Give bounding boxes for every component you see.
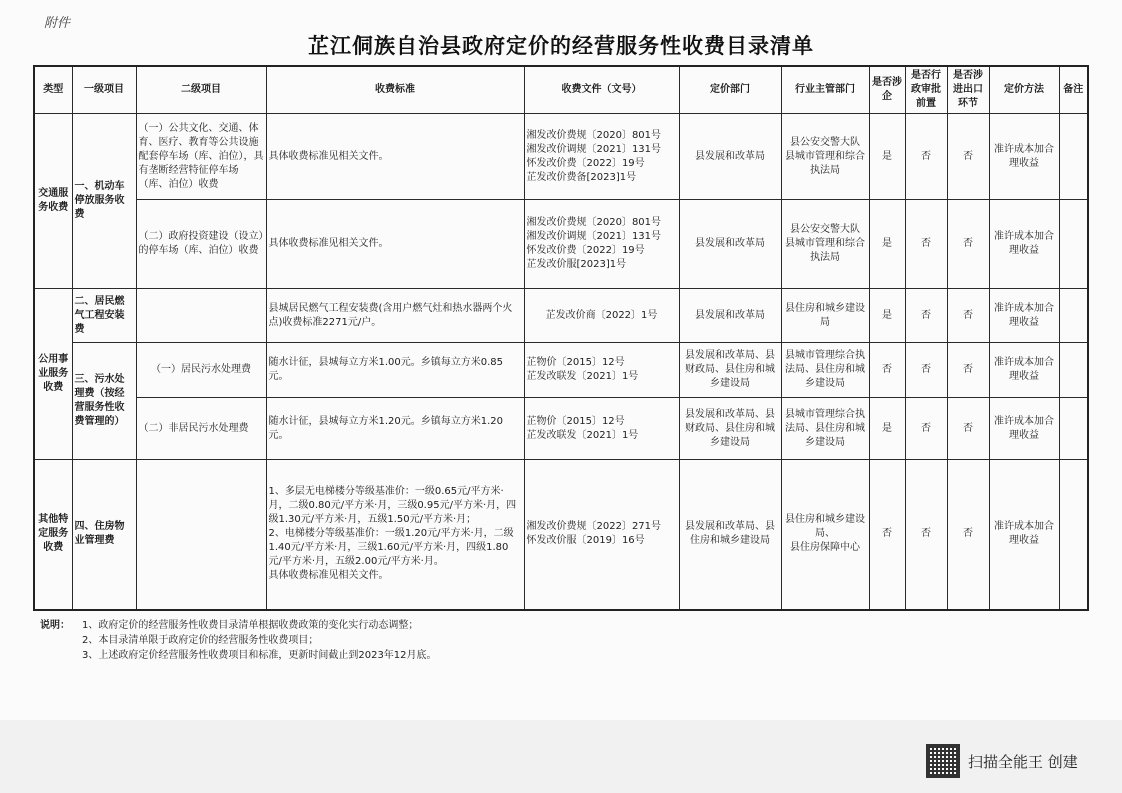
standard-cell: 1、多层无电梯楼分等级基准价：一级0.65元/平方米·月，二级0.80元/平方米·月，三级0.95元/平方米·月，四级1.30元/平方米·月，五级1.50元/平方米·月； 2、电梯楼分等级基准价：一级1.20元/平方米·月，二级1.40元/平方米·月，三级1.60元/平方米·月，四级1.80元/平方米·月，五级2.00元/平方米·月。 具体收费标准见相关文件。 xyxy=(266,460,524,610)
level2-cell: （一）居民污水处理费 xyxy=(136,343,266,398)
pricing-dept-cell: 县发展和改革局 xyxy=(679,114,781,200)
col-header: 一级项目 xyxy=(72,66,136,114)
standard-cell: 随水计征，县城每立方米1.00元。乡镇每立方米0.85元。 xyxy=(266,343,524,398)
col-header: 是否涉进出口环节 xyxy=(947,66,989,114)
enterprise-cell: 是 xyxy=(869,398,905,460)
table-row xyxy=(34,289,1088,343)
approval-cell: 否 xyxy=(905,398,947,460)
documents-cell: 芷物价〔2015〕12号 芷发改联发〔2021〕1号 xyxy=(524,343,679,398)
type-cell: 交通服务收费 xyxy=(34,114,72,289)
standard-cell: 具体收费标准见相关文件。 xyxy=(266,114,524,200)
remark-cell xyxy=(1059,200,1088,289)
approval-cell: 否 xyxy=(905,343,947,398)
enterprise-cell: 否 xyxy=(869,460,905,610)
pricing-dept-cell: 县发展和改革局、县财政局、县住房和城乡建设局 xyxy=(679,398,781,460)
level1-cell: 一、机动车停放服务收费 xyxy=(72,114,136,289)
col-header: 收费标准 xyxy=(266,66,524,114)
remark-cell xyxy=(1059,460,1088,610)
col-header: 备注 xyxy=(1059,66,1088,114)
documents-cell: 湘发改价费规〔2020〕801号 湘发改价调规〔2021〕131号 怀发改价费〔2022〕19号 芷发改价服[2023]1号 xyxy=(524,200,679,289)
authority-cell: 县公安交警大队 县城市管理和综合执法局 xyxy=(781,200,869,289)
method-cell: 准许成本加合理收益 xyxy=(989,289,1059,343)
approval-cell: 否 xyxy=(905,114,947,200)
import-export-cell: 否 xyxy=(947,460,989,610)
remark-cell xyxy=(1059,398,1088,460)
import-export-cell: 否 xyxy=(947,289,989,343)
col-header: 二级项目 xyxy=(136,66,266,114)
approval-cell: 否 xyxy=(905,200,947,289)
note-line: 1、政府定价的经营服务性收费目录清单根据收费政策的变化实行动态调整； xyxy=(82,620,419,631)
method-cell: 准许成本加合理收益 xyxy=(989,343,1059,398)
col-header: 类型 xyxy=(34,66,72,114)
notes-section xyxy=(40,618,437,663)
watermark-text: 扫描全能王 创建 xyxy=(968,752,1078,771)
table-row xyxy=(34,460,1088,610)
qr-code-icon xyxy=(926,744,960,778)
col-header: 收费文件（文号） xyxy=(524,66,679,114)
level1-cell: 四、住房物业管理费 xyxy=(72,460,136,610)
col-header: 行业主管部门 xyxy=(781,66,869,114)
table-row xyxy=(34,398,1088,460)
authority-cell: 县公安交警大队 县城市管理和综合执法局 xyxy=(781,114,869,200)
table-row xyxy=(34,200,1088,289)
remark-cell xyxy=(1059,343,1088,398)
import-export-cell: 否 xyxy=(947,343,989,398)
approval-cell: 否 xyxy=(905,460,947,610)
type-cell: 公用事业服务收费 xyxy=(34,289,72,460)
authority-cell: 县住房和城乡建设局 xyxy=(781,289,869,343)
remark-cell xyxy=(1059,289,1088,343)
table-row xyxy=(34,343,1088,398)
level1-cell: 二、居民燃气工程安装费 xyxy=(72,289,136,343)
level1-cell: 三、污水处理费（按经营服务性收费管理的） xyxy=(72,343,136,460)
pricing-dept-cell: 县发展和改革局、县住房和城乡建设局 xyxy=(679,460,781,610)
note-line: 2、本目录清单限于政府定价的经营服务性收费项目； xyxy=(82,635,319,646)
documents-cell: 芷发改价商〔2022〕1号 xyxy=(524,289,679,343)
enterprise-cell: 是 xyxy=(869,114,905,200)
standard-cell: 县城居民燃气工程安装费(含用户燃气灶和热水器两个火点)收费标准2271元/户。 xyxy=(266,289,524,343)
attachment-tag: 附件 xyxy=(44,16,71,31)
import-export-cell: 否 xyxy=(947,114,989,200)
enterprise-cell: 否 xyxy=(869,343,905,398)
col-header: 定价部门 xyxy=(679,66,781,114)
documents-cell: 湘发改价费规〔2022〕271号 怀发改价服〔2019〕16号 xyxy=(524,460,679,610)
authority-cell: 县住房和城乡建设局、 县住房保障中心 xyxy=(781,460,869,610)
document-title: 芷江侗族自治县政府定价的经营服务性收费目录清单 xyxy=(308,33,814,58)
import-export-cell: 否 xyxy=(947,200,989,289)
level2-cell xyxy=(136,460,266,610)
level2-cell: （二）非居民污水处理费 xyxy=(136,398,266,460)
level2-cell: （一）公共文化、交通、体育、医疗、教育等公共设施配套停车场（库、泊位），具有垄断经营特征停车场（库、泊位）收费 xyxy=(136,114,266,200)
col-header: 是否行政审批前置 xyxy=(905,66,947,114)
fee-catalog-table xyxy=(33,65,1089,611)
method-cell: 准许成本加合理收益 xyxy=(989,114,1059,200)
authority-cell: 县城市管理综合执法局、县住房和城乡建设局 xyxy=(781,343,869,398)
method-cell: 准许成本加合理收益 xyxy=(989,398,1059,460)
notes-label: 说明： xyxy=(40,620,70,631)
approval-cell: 否 xyxy=(905,289,947,343)
documents-cell: 芷物价〔2015〕12号 芷发改联发〔2021〕1号 xyxy=(524,398,679,460)
enterprise-cell: 是 xyxy=(869,289,905,343)
col-header: 定价方法 xyxy=(989,66,1059,114)
authority-cell: 县城市管理综合执法局、县住房和城乡建设局 xyxy=(781,398,869,460)
level2-cell: （二）政府投资建设（设立）的停车场（库、泊位）收费 xyxy=(136,200,266,289)
standard-cell: 具体收费标准见相关文件。 xyxy=(266,200,524,289)
import-export-cell: 否 xyxy=(947,398,989,460)
note-line: 3、上述政府定价经营服务性收费项目和标准，更新时间截止到2023年12月底。 xyxy=(82,650,437,661)
scanner-watermark xyxy=(926,744,1078,778)
pricing-dept-cell: 县发展和改革局 xyxy=(679,289,781,343)
enterprise-cell: 是 xyxy=(869,200,905,289)
method-cell: 准许成本加合理收益 xyxy=(989,200,1059,289)
method-cell: 准许成本加合理收益 xyxy=(989,460,1059,610)
pricing-dept-cell: 县发展和改革局 xyxy=(679,200,781,289)
documents-cell: 湘发改价费规〔2020〕801号 湘发改价调规〔2021〕131号 怀发改价费〔2022〕19号 芷发改价费备[2023]1号 xyxy=(524,114,679,200)
type-cell: 其他特定服务收费 xyxy=(34,460,72,610)
col-header: 是否涉企 xyxy=(869,66,905,114)
level2-cell xyxy=(136,289,266,343)
remark-cell xyxy=(1059,114,1088,200)
pricing-dept-cell: 县发展和改革局、县财政局、县住房和城乡建设局 xyxy=(679,343,781,398)
table-header-row xyxy=(34,66,1088,114)
standard-cell: 随水计征，县城每立方米1.20元。乡镇每立方米1.20元。 xyxy=(266,398,524,460)
table-row xyxy=(34,114,1088,200)
